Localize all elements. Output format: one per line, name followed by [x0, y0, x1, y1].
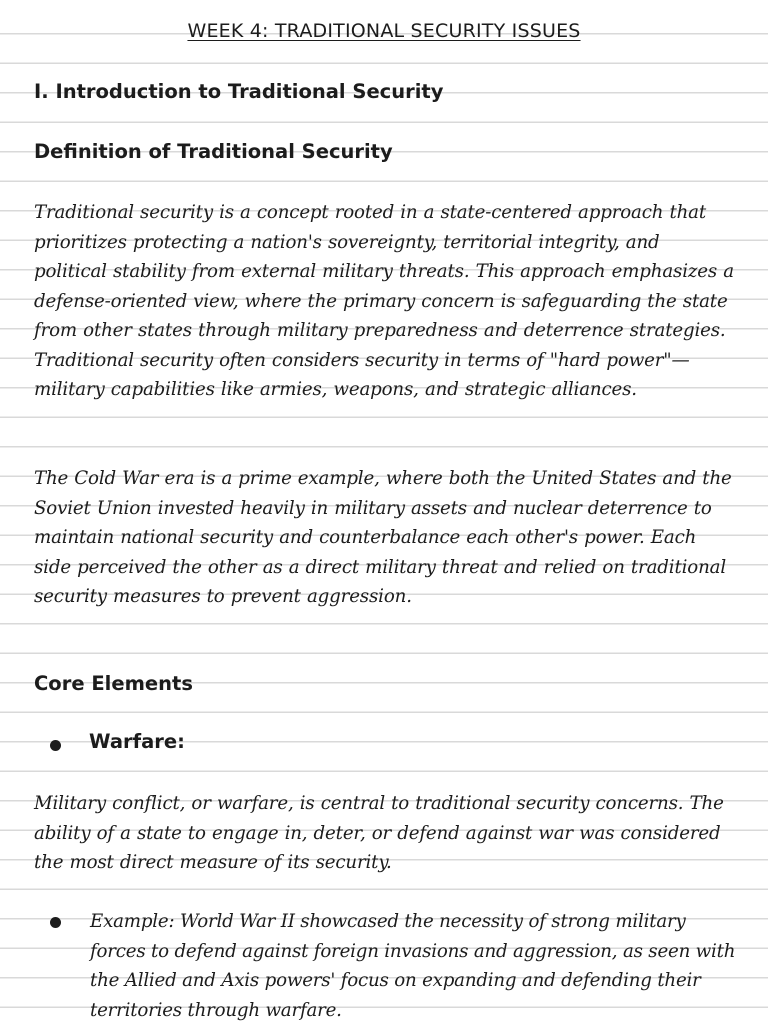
warfare-label: Warfare: [89, 730, 185, 753]
page-title: WEEK 4: TRADITIONAL SECURITY ISSUES [187, 20, 581, 42]
bullet-icon [50, 740, 61, 751]
bullet-icon [50, 917, 61, 928]
definition-subheading: Definition of Traditional Security [34, 140, 393, 163]
definition-paragraph: Traditional security is a concept rooted in a state-centered approach that prioritizes protecting a nation's sovereignty, territorial integrity, and political stability from external military threats. This approach emphasizes a defense-oriented view, where the primary concern is safeguarding the state from other states through military preparedness and deterrence strategies. Traditional security often considers security in terms of "hard power"—military capabilities like armies, weapons, and strategic alliances. [34, 202, 734, 400]
example-lead: Example [90, 911, 169, 932]
core-elements-subheading: Core Elements [34, 672, 193, 695]
example-body: : World War II showcased the necessity of strong military forces to defend against foreign invasions and aggression, as seen with the Allied and Axis powers' focus on expanding and defending their territories through warfare. [90, 911, 736, 1021]
section-heading: I. Introduction to Traditional Security [34, 80, 444, 103]
cold-war-paragraph: The Cold War era is a prime example, where both the United States and the Soviet Union invested heavily in military assets and nuclear deterrence to maintain national security and counterbalance each other's power. Each side perceived the other as a direct military threat and relied on traditional security measures to prevent aggression. [34, 468, 732, 607]
example-text [90, 907, 740, 1025]
warfare-paragraph: Military conflict, or warfare, is central to traditional security concerns. The ability of a state to engage in, deter, or defend against war was considered the most direct measure of its security. [34, 793, 724, 873]
